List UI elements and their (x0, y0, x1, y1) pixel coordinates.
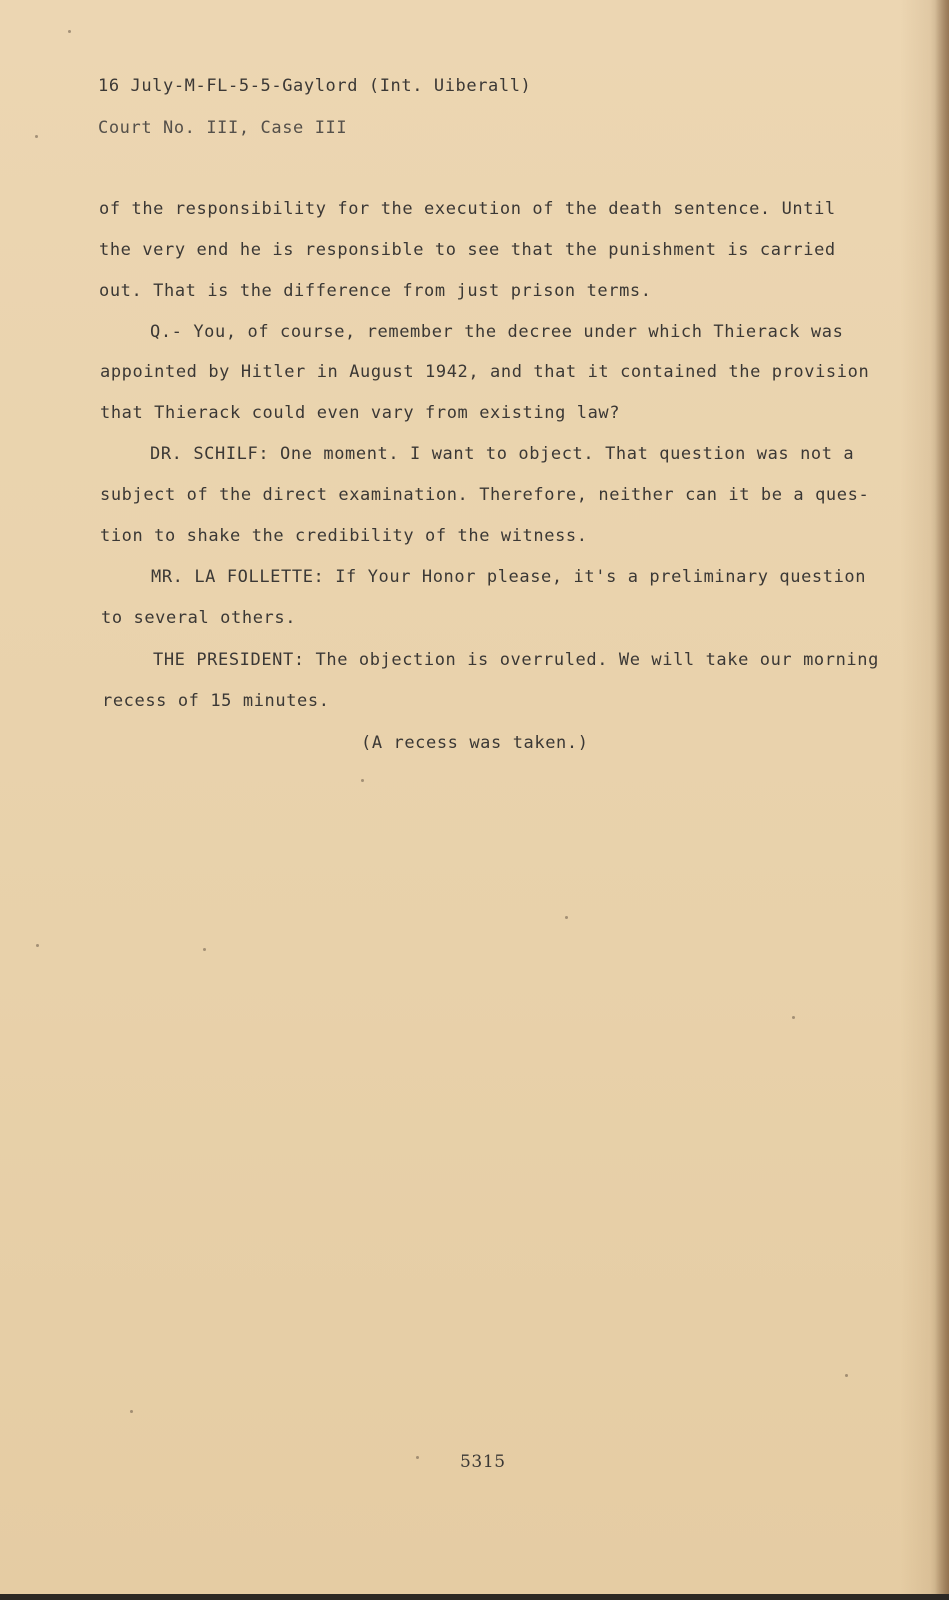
page-bottom-edge (0, 1594, 949, 1600)
body-line: tion to shake the credibility of the witness. (100, 526, 588, 546)
paper-speck (565, 916, 568, 919)
paper-speck (792, 1016, 795, 1019)
body-line: recess of 15 minutes. (102, 691, 330, 711)
page-edge-shadow (935, 0, 949, 1600)
body-line: to several others. (101, 608, 297, 628)
paper-speck (68, 30, 71, 33)
page-number: 5315 (460, 1452, 506, 1472)
paper-speck (36, 944, 39, 947)
body-line: appointed by Hitler in August 1942, and that it contained the provision (100, 362, 870, 382)
paper-speck (35, 135, 38, 138)
header-court-line: Court No. III, Case III (98, 118, 348, 138)
paper-speck (203, 948, 206, 951)
body-line: that Thierack could even vary from existing law? (100, 403, 621, 423)
body-line: subject of the direct examination. Therefore, neither can it be a ques- (100, 485, 870, 505)
body-line: of the responsibility for the execution of the death sentence. Until (99, 199, 836, 219)
question-line: Q.- You, of course, remember the decree under which Thierack was (150, 322, 844, 342)
body-line: the very end he is responsible to see that the punishment is carried (99, 240, 836, 260)
body-line: out. That is the difference from just prison terms. (99, 281, 652, 301)
header-session-line: 16 July-M-FL-5-5-Gaylord (Int. Uiberall) (98, 76, 532, 96)
paper-speck (361, 779, 364, 782)
speaker-line-la-follette: MR. LA FOLLETTE: If Your Honor please, it's a preliminary question (151, 567, 867, 587)
speaker-line-president: THE PRESIDENT: The objection is overruled. We will take our morning (153, 650, 879, 670)
paper-speck (416, 1456, 419, 1459)
speaker-line-schilf: DR. SCHILF: One moment. I want to object. That question was not a (150, 444, 855, 464)
paper-speck (130, 1410, 133, 1413)
recess-note: (A recess was taken.) (361, 733, 589, 753)
paper-speck (845, 1374, 848, 1377)
